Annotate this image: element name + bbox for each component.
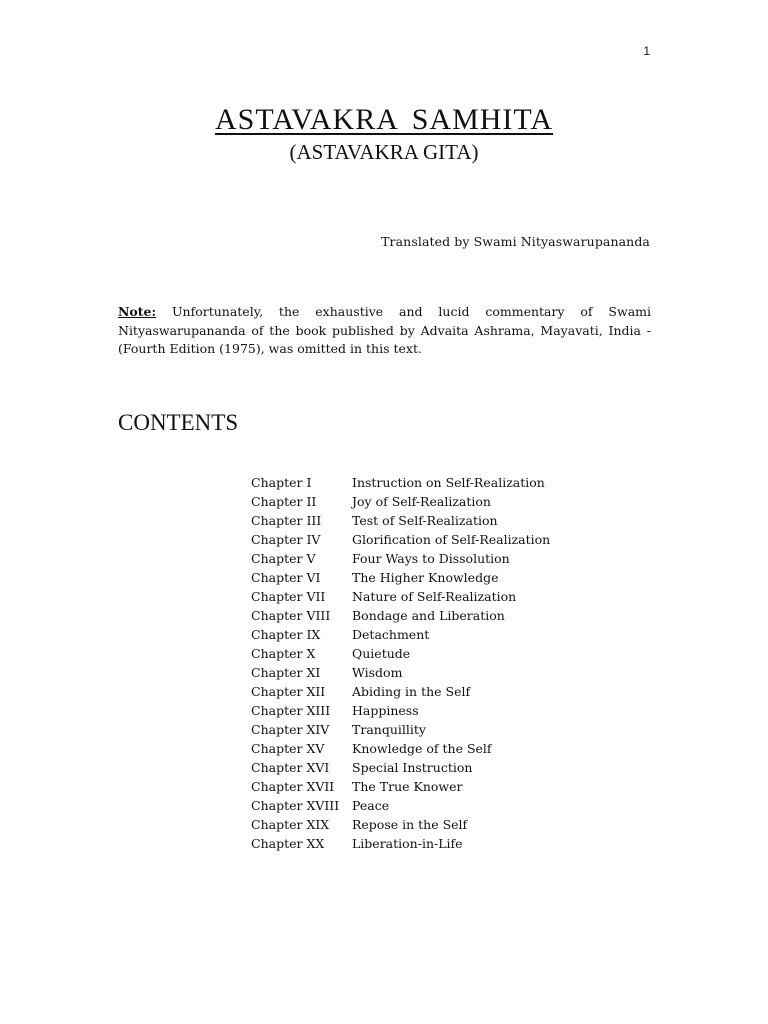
- toc-chapter-title: Special Instruction: [352, 760, 473, 775]
- note-text: Unfortunately, the exhaustive and lucid commentary of Swami Nityaswarupananda of the book published by Advaita Ashrama, Mayavati, India - (Fourth Edition (1975), was omitted in this text.: [118, 304, 651, 356]
- toc-chapter-title: Wisdom: [352, 665, 403, 680]
- toc-row: [251, 530, 611, 549]
- toc-chapter-title: Four Ways to Dissolution: [352, 551, 510, 566]
- toc-row: [251, 663, 611, 682]
- toc-row: [251, 568, 611, 587]
- toc-row: [251, 587, 611, 606]
- toc-row: [251, 796, 611, 815]
- toc-chapter-title: Detachment: [352, 627, 430, 642]
- toc-row: [251, 606, 611, 625]
- toc-chapter-label: Chapter XX: [251, 836, 325, 851]
- toc-row: [251, 511, 611, 530]
- toc-chapter-title: The True Knower: [352, 779, 463, 794]
- toc-chapter-title: Knowledge of the Self: [352, 741, 492, 756]
- toc-chapter-label: Chapter I: [251, 475, 312, 490]
- toc-chapter-label: Chapter XV: [251, 741, 325, 756]
- toc-row: [251, 473, 611, 492]
- toc-row: [251, 720, 611, 739]
- document-title-container: [0, 103, 768, 137]
- page-number: 1: [643, 44, 650, 58]
- document-title: ASTAVAKRA SAMHITA: [215, 103, 553, 136]
- toc-row: [251, 701, 611, 720]
- toc-row: [251, 492, 611, 511]
- toc-chapter-title: Nature of Self-Realization: [352, 589, 517, 604]
- toc-chapter-label: Chapter XIV: [251, 722, 330, 737]
- toc-chapter-title: The Higher Knowledge: [352, 570, 499, 585]
- toc-chapter-label: Chapter XVII: [251, 779, 335, 794]
- toc-chapter-label: Chapter XIII: [251, 703, 331, 718]
- document-subtitle: (ASTAVAKRA GITA): [289, 140, 479, 164]
- note-paragraph: [118, 303, 651, 359]
- toc-chapter-title: Test of Self-Realization: [352, 513, 498, 528]
- toc-chapter-title: Quietude: [352, 646, 411, 661]
- toc-chapter-title: Repose in the Self: [352, 817, 468, 832]
- toc-chapter-label: Chapter III: [251, 513, 322, 528]
- toc-chapter-title: Tranquillity: [352, 722, 426, 737]
- toc-row: [251, 739, 611, 758]
- toc-chapter-label: Chapter IV: [251, 532, 321, 547]
- toc-chapter-label: Chapter XVI: [251, 760, 330, 775]
- toc-row: [251, 682, 611, 701]
- toc-row: [251, 834, 611, 853]
- toc-chapter-title: Liberation-in-Life: [352, 836, 463, 851]
- toc-chapter-label: Chapter II: [251, 494, 317, 509]
- toc-chapter-label: Chapter V: [251, 551, 316, 566]
- table-of-contents: [251, 473, 611, 853]
- toc-row: [251, 625, 611, 644]
- translator-credit: Translated by Swami Nityaswarupananda: [381, 234, 650, 249]
- toc-chapter-label: Chapter XI: [251, 665, 321, 680]
- toc-chapter-label: Chapter XII: [251, 684, 326, 699]
- toc-row: [251, 777, 611, 796]
- toc-chapter-title: Joy of Self-Realization: [352, 494, 491, 509]
- toc-chapter-label: Chapter VI: [251, 570, 321, 585]
- toc-chapter-label: Chapter VII: [251, 589, 326, 604]
- toc-chapter-label: Chapter XIX: [251, 817, 330, 832]
- toc-row: [251, 815, 611, 834]
- toc-chapter-label: Chapter VIII: [251, 608, 331, 623]
- toc-chapter-title: Happiness: [352, 703, 419, 718]
- toc-chapter-label: Chapter IX: [251, 627, 321, 642]
- toc-chapter-title: Abiding in the Self: [352, 684, 471, 699]
- toc-chapter-title: Peace: [352, 798, 390, 813]
- toc-chapter-title: Instruction on Self-Realization: [352, 475, 545, 490]
- toc-row: [251, 549, 611, 568]
- toc-row: [251, 758, 611, 777]
- toc-chapter-title: Glorification of Self-Realization: [352, 532, 551, 547]
- toc-chapter-label: Chapter XVIII: [251, 798, 340, 813]
- toc-row: [251, 644, 611, 663]
- toc-chapter-title: Bondage and Liberation: [352, 608, 505, 623]
- note-label: Note:: [118, 304, 157, 319]
- toc-chapter-label: Chapter X: [251, 646, 316, 661]
- contents-heading: CONTENTS: [118, 410, 239, 435]
